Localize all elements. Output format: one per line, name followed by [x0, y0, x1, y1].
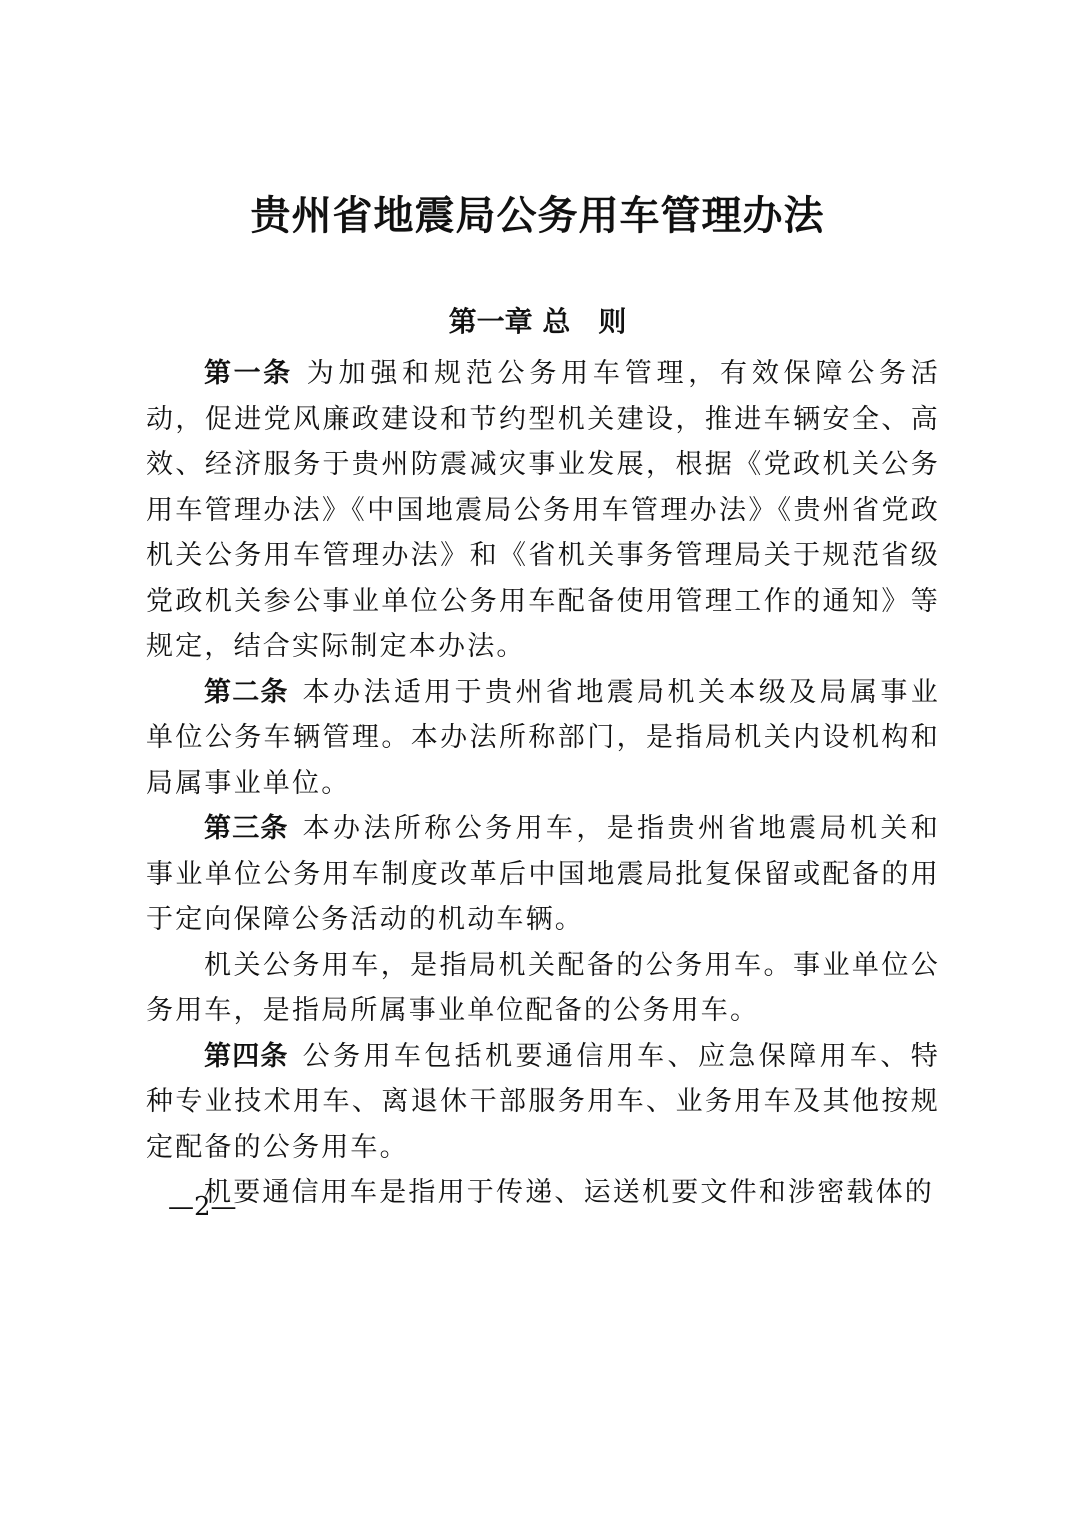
article-text: 公务用车包括机要通信用车、应急保障用车、特种专业技术用车、离退休干部服务用车、业务用车及其他按规定配备的公务用车。 — [146, 1040, 941, 1163]
article-1 — [146, 351, 940, 670]
article-text: 为加强和规范公务用车管理，有效保障公务活动，促进党风廉政建设和节约型机关建设，推进车辆安全、高效、经济服务于贵州防震减灾事业发展，根据《党政机关公务用车管理办法》《中国地震局公务用车管理办法》《贵州省党政机关公务用车管理办法》和《省机关事务管理局关于规范省级党政机关参公事业单位公务用车配备使用管理工作的通知》等规定，结合实际制定本办法。 — [146, 358, 941, 662]
article-2 — [146, 670, 940, 807]
paragraph-text: 机要通信用车是指用于传递、运送机要文件和涉密载体的 — [204, 1177, 934, 1208]
article-label: 第三条 — [204, 813, 289, 844]
article-label: 第四条 — [204, 1040, 289, 1072]
article-4-continuation — [146, 1170, 940, 1216]
article-3-continuation — [146, 943, 940, 1034]
article-3 — [146, 806, 940, 943]
document-title: 贵州省地震局公务用车管理办法 — [250, 192, 825, 239]
article-text: 本办法所称公务用车，是指贵州省地震局机关和事业单位公务用车制度改革后中国地震局批复保留或配备的用于定向保障公务活动的机动车辆。 — [146, 813, 941, 935]
page-number: —2— — [168, 1192, 237, 1222]
document-body — [146, 351, 940, 1216]
article-4 — [146, 1034, 940, 1171]
article-label: 第一条 — [204, 358, 293, 389]
paragraph-text: 机关公务用车，是指局机关配备的公务用车。事业单位公务用车，是指局所属事业单位配备的公务用车。 — [146, 949, 940, 1026]
article-text: 本办法适用于贵州省地震局机关本级及局属事业单位公务车辆管理。本办法所称部门，是指局机关内设机构和局属事业单位。 — [146, 676, 941, 799]
chapter-heading: 第一章 总 则 — [448, 305, 627, 338]
article-label: 第二条 — [204, 676, 289, 708]
